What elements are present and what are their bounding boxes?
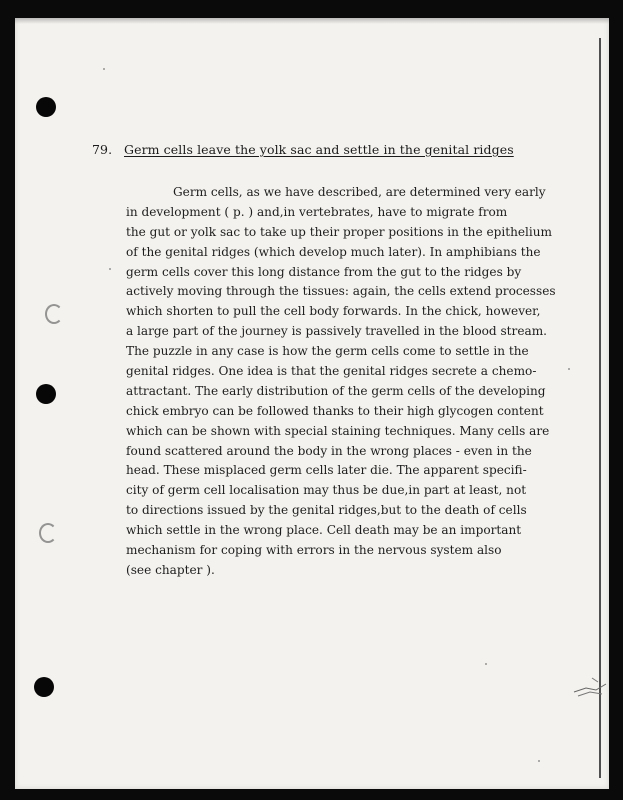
speck: [103, 68, 105, 70]
speck: [485, 663, 487, 665]
punch-hole-shadow: [39, 523, 57, 543]
text-line: mechanism for coping with errors in the nervous system also: [126, 543, 502, 558]
speck: [109, 268, 111, 270]
text-line: in development ( p. ) and,in vertebrates, have to migrate from: [126, 204, 508, 219]
punch-hole: [36, 384, 56, 404]
text-line: which can be shown with special staining techniques. Many cells are: [126, 423, 550, 438]
speck: [538, 760, 540, 762]
text-line: germ cells cover this long distance from the gut to the ridges by: [126, 264, 522, 279]
text-line: which settle in the wrong place. Cell death may be an important: [126, 523, 522, 538]
punch-hole: [34, 677, 54, 697]
speck: [568, 368, 570, 370]
text-line: found scattered around the body in the wrong places - even in the: [126, 443, 532, 458]
section-heading: [92, 142, 514, 157]
text-line: a large part of the journey is passively travelled in the blood stream.: [126, 324, 548, 339]
punch-hole-shadow: [45, 304, 63, 324]
text-line: of the genital ridges (which develop much later). In amphibians the: [126, 244, 541, 259]
margin-scribble: [572, 670, 608, 700]
section-title: Germ cells leave the yolk sac and settle in the genital ridges: [124, 142, 514, 157]
text-line: city of germ cell localisation may thus be due,in part at least, not: [126, 483, 527, 498]
text-line: actively moving through the tissues: again, the cells extend processes: [126, 284, 556, 299]
text-line: The puzzle in any case is how the germ cells come to settle in the: [126, 344, 529, 359]
text-line: attractant. The early distribution of the germ cells of the developing: [126, 383, 546, 398]
text-line: the gut or yolk sac to take up their proper positions in the epithelium: [126, 224, 553, 239]
text-line: chick embryo can be followed thanks to their high glycogen content: [126, 403, 544, 418]
page-top-shadow: [15, 18, 609, 24]
text-line: (see chapter ).: [126, 562, 215, 577]
text-line: head. These misplaced germ cells later die. The apparent specifi-: [126, 463, 527, 478]
punch-hole: [36, 97, 56, 117]
text-line: which shorten to pull the cell body forwards. In the chick, however,: [126, 304, 541, 319]
section-number: 79.: [92, 142, 113, 157]
text-line: genital ridges. One idea is that the genital ridges secrete a chemo-: [126, 364, 537, 379]
body-paragraph: [126, 183, 556, 581]
text-line: Germ cells, as we have described, are determined very early: [173, 185, 546, 199]
page-right-edge: [599, 38, 601, 778]
text-line: to directions issued by the genital ridges,but to the death of cells: [126, 503, 527, 518]
